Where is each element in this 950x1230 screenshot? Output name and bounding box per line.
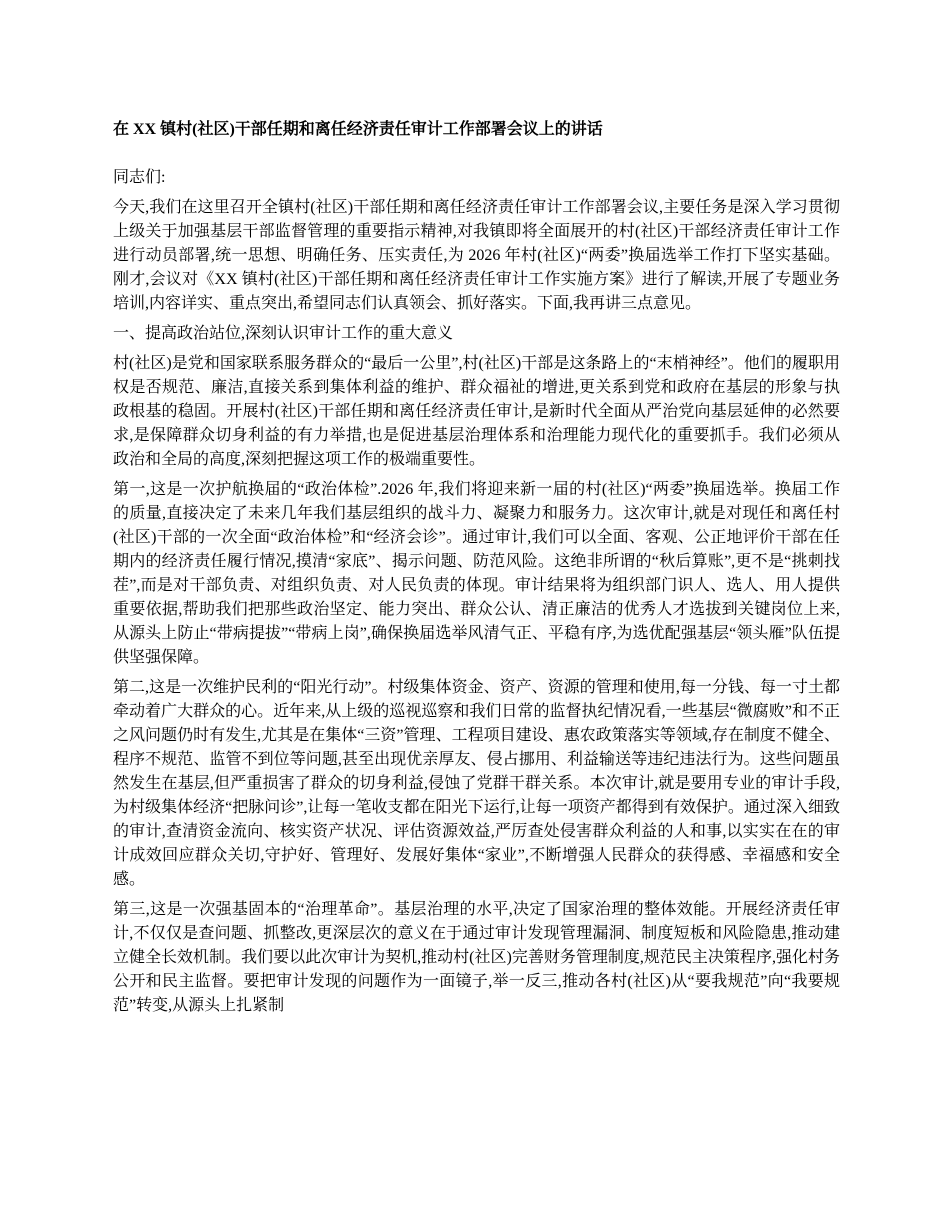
- section-heading-1: 一、提高政治站位,深刻认识审计工作的重大意义: [113, 325, 454, 342]
- paragraph-point-2: 第二,这是一次维护民利的“阳光行动”。村级集体资金、资产、资源的管理和使用,每一分钱、每一寸土都牵动着广大群众的心。近年来,从上级的巡视巡察和我们日常的监督执纪情况看,一些基层“微腐败”和不正之风问题仍时有发生,尤其是在集体“三资”管理、工程项目建设、惠农政策落实等领域,存在制度不健全、程序不规范、监管不到位等问题,甚至出现优亲厚友、侵占挪用、利益输送等违纪违法行为。这些问题虽然发生在基层,但严重损害了群众的切身利益,侵蚀了党群干群关系。本次审计,就是要用专业的审计手段,为村级集体经济“把脉问诊”,让每一笔收支都在阳光下运行,让每一项资产都得到有效保护。通过深入细致的审计,查清资金流向、核实资产状况、评估资源效益,严厉查处侵害群众利益的人和事,以实实在在的审计成效回应群众关切,守护好、管理好、发展好集体“家业”,不断增强人民群众的获得感、幸福感和安全感。: [113, 679, 840, 888]
- paragraph-point-1: 第一,这是一次护航换届的“政治体检”.2026 年,我们将迎来新一届的村(社区)“两委”换届选举。换届工作的质量,直接决定了未来几年我们基层组织的战斗力、凝聚力和服务力。这次审计,就是对现任和离任村(社区)干部的一次全面“政治体检”和“经济会诊”。通过审计,我们可以全面、客观、公正地评价干部在任期内的经济责任履行情况,摸清“家底”、揭示问题、防范风险。这绝非所谓的“秋后算账”,更不是“挑刺找茬”,而是对干部负责、对组织负责、对人民负责的体现。审计结果将为组织部门识人、选人、用人提供重要依据,帮助我们把那些政治坚定、能力突出、群众公认、清正廉洁的优秀人才选拔到关键岗位上来,从源头上防止“带病提拔”“带病上岗”,确保换届选举风清气正、平稳有序,为选优配强基层“领头雁”队伍提供坚强保障。: [113, 481, 840, 666]
- paragraph-intro: 今天,我们在这里召开全镇村(社区)干部任期和离任经济责任审计工作部署会议,主要任务是深入学习贯彻上级关于加强基层干部监督管理的重要指示精神,对我镇即将全面展开的村(社区)干部经济责任审计工作进行动员部署,统一思想、明确任务、压实责任,为 2026 年村(社区)“两委”换届选举工作打下坚实基础。刚才,会议对《XX 镇村(社区)干部任期和离任经济责任审计工作实施方案》进行了解读,开展了专题业务培训,内容详实、重点突出,希望同志们认真领会、抓好落实。下面,我再讲三点意见。: [113, 199, 840, 312]
- paragraph-salutation: 同志们:: [113, 169, 166, 186]
- document-title: 在 XX 镇村(社区)干部任期和离任经济责任审计工作部署会议上的讲话: [113, 121, 603, 138]
- paragraph-point-3: 第三,这是一次强基固本的“治理革命”。基层治理的水平,决定了国家治理的整体效能。开展经济责任审计,不仅仅是查问题、抓整改,更深层次的意义在于通过审计发现管理漏洞、制度短板和风险隐患,推动建立健全长效机制。我们要以此次审计为契机,推动村(社区)完善财务管理制度,规范民主决策程序,强化村务公开和民主监督。要把审计发现的问题作为一面镜子,举一反三,推动各村(社区)从“要我规范”向“我要规范”转变,从源头上扎紧制: [113, 901, 840, 1014]
- paragraph-significance: 村(社区)是党和国家联系服务群众的“最后一公里”,村(社区)干部是这条路上的“末梢神经”。他们的履职用权是否规范、廉洁,直接关系到集体利益的维护、群众福祉的增进,更关系到党和政府在基层的形象与执政根基的稳固。开展村(社区)干部任期和离任经济责任审计,是新时代全面从严治党向基层延伸的必然要求,是保障群众切身利益的有力举措,也是促进基层治理体系和治理能力现代化的重要抓手。我们必须从政治和全局的高度,深刻把握这项工作的极端重要性。: [113, 355, 840, 468]
